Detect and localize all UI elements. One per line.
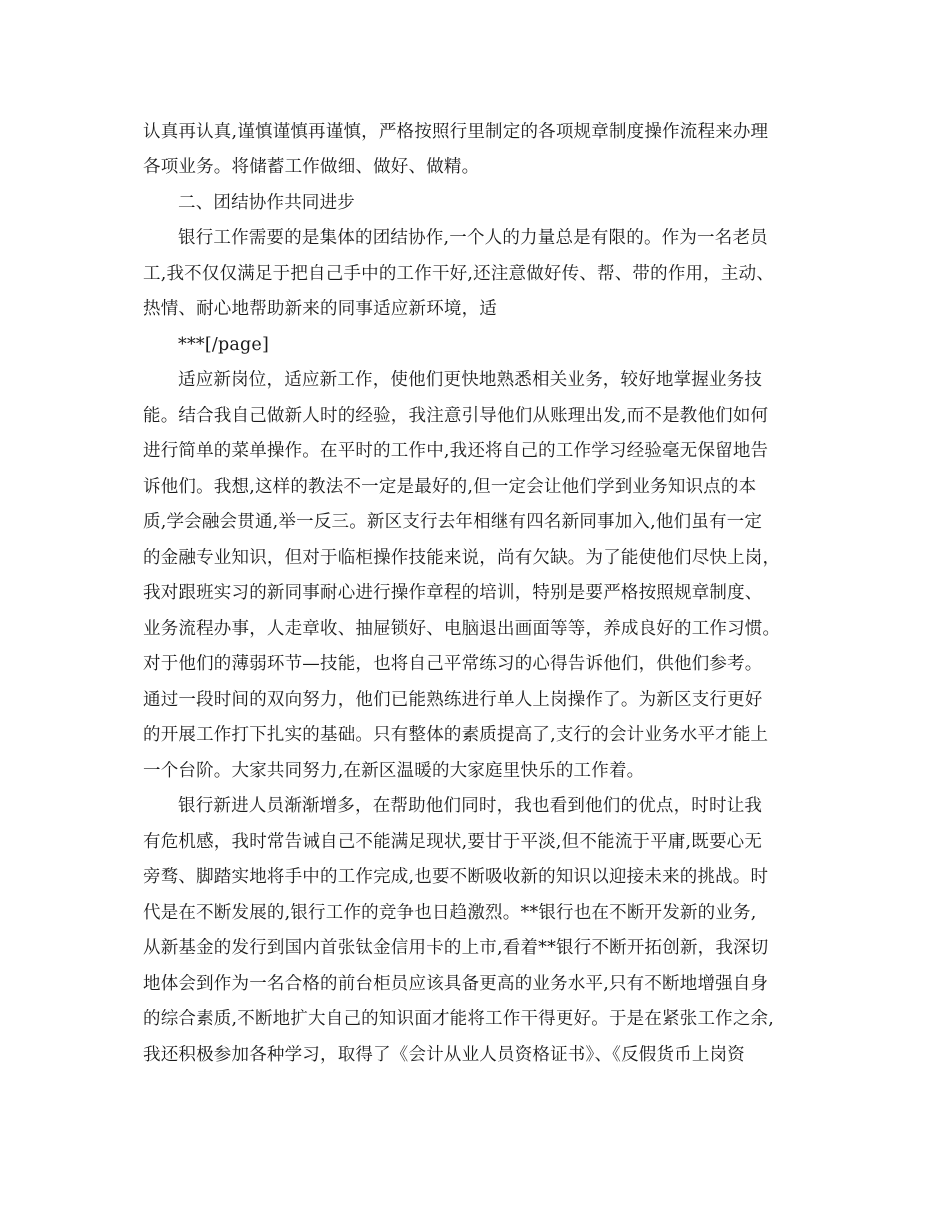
text-line: 的金融专业知识，但对于临柜操作技能来说，尚有欠缺。为了能使他们尽快上岗，	[143, 548, 781, 568]
text-line: 的开展工作打下扎实的基础。只有整体的素质提高了,支行的会计业务水平才能上	[143, 725, 769, 745]
text-line: 我对跟班实习的新同事耐心进行操作章程的培训，特别是要严格按照规章制度、	[143, 583, 763, 603]
text-line: 工,我不仅仅满足于把自己手中的工作干好,还注意做好传、帮、带的作用，主动、	[143, 264, 775, 284]
text-line: 各项业务。将储蓄工作做细、做好、做精。	[143, 157, 480, 177]
text-line: 一个台阶。大家共同努力,在新区温暖的大家庭里快乐的工作着。	[143, 761, 645, 781]
text-line: 的综合素质,不断地扩大自己的知识面才能将工作干得更好。于是在紧张工作之余,	[143, 1009, 775, 1029]
text-line: 对于他们的薄弱环节—技能，也将自己平常练习的心得告诉他们，供他们参考。	[143, 654, 763, 674]
text-line: 诉他们。我想,这样的教法不一定是最好的,但一定会让他们学到业务知识点的本	[143, 477, 757, 497]
text-line: 旁骛、脚踏实地将手中的工作完成,也要不断吸收新的知识以迎接未来的挑战。时	[143, 867, 769, 887]
text-line: 热情、耐心地帮助新来的同事适应新环境，适	[143, 299, 497, 319]
text-line: 有危机感，我时常告诫自己不能满足现状,要甘于平淡,但不能流于平庸,既要心无	[143, 832, 763, 852]
page-marker: ***[/page]	[178, 335, 269, 355]
text-line: 地体会到作为一名合格的前台柜员应该具备更高的业务水平,只有不断地增强自身	[143, 974, 769, 994]
text-line: 代是在不断发展的,银行工作的竞争也日趋激烈。**银行也在不断开发新的业务,	[143, 903, 757, 923]
text-line: 我还积极参加各种学习，取得了《会计从业人员资格证书》、《反假货币上岗资	[143, 1045, 745, 1065]
text-line: 适应新岗位，适应新工作，使他们更快地熟悉相关业务，较好地掌握业务技	[178, 370, 763, 390]
text-line: 认真再认真,谨慎谨慎再谨慎，严格按照行里制定的各项规章制度操作流程来办理	[143, 122, 769, 142]
text-line: 质,学会融会贯通,举一反三。新区支行去年相继有四名新同事加入,他们虽有一定	[143, 512, 763, 532]
text-line: 银行工作需要的是集体的团结协作,一个人的力量总是有限的。作为一名老员	[178, 228, 768, 248]
text-line: 从新基金的发行到国内首张钛金信用卡的上市,看着**银行不断开拓创新，我深切	[143, 938, 769, 958]
section-heading: 二、团结协作共同进步	[178, 193, 355, 213]
text-line: 通过一段时间的双向努力，他们已能熟练进行单人上岗操作了。为新区支行更好	[143, 690, 763, 710]
text-line: 进行简单的菜单操作。在平时的工作中,我还将自己的工作学习经验毫无保留地告	[143, 441, 769, 461]
text-line: 能。结合我自己做新人时的经验，我注意引导他们从账理出发,而不是教他们如何	[143, 406, 769, 426]
text-line: 银行新进人员渐渐增多，在帮助他们同时，我也看到他们的优点，时时让我	[178, 796, 763, 816]
text-line: 业务流程办事，人走章收、抽屉锁好、电脑退出画面等等，养成良好的工作习惯。	[143, 619, 781, 639]
